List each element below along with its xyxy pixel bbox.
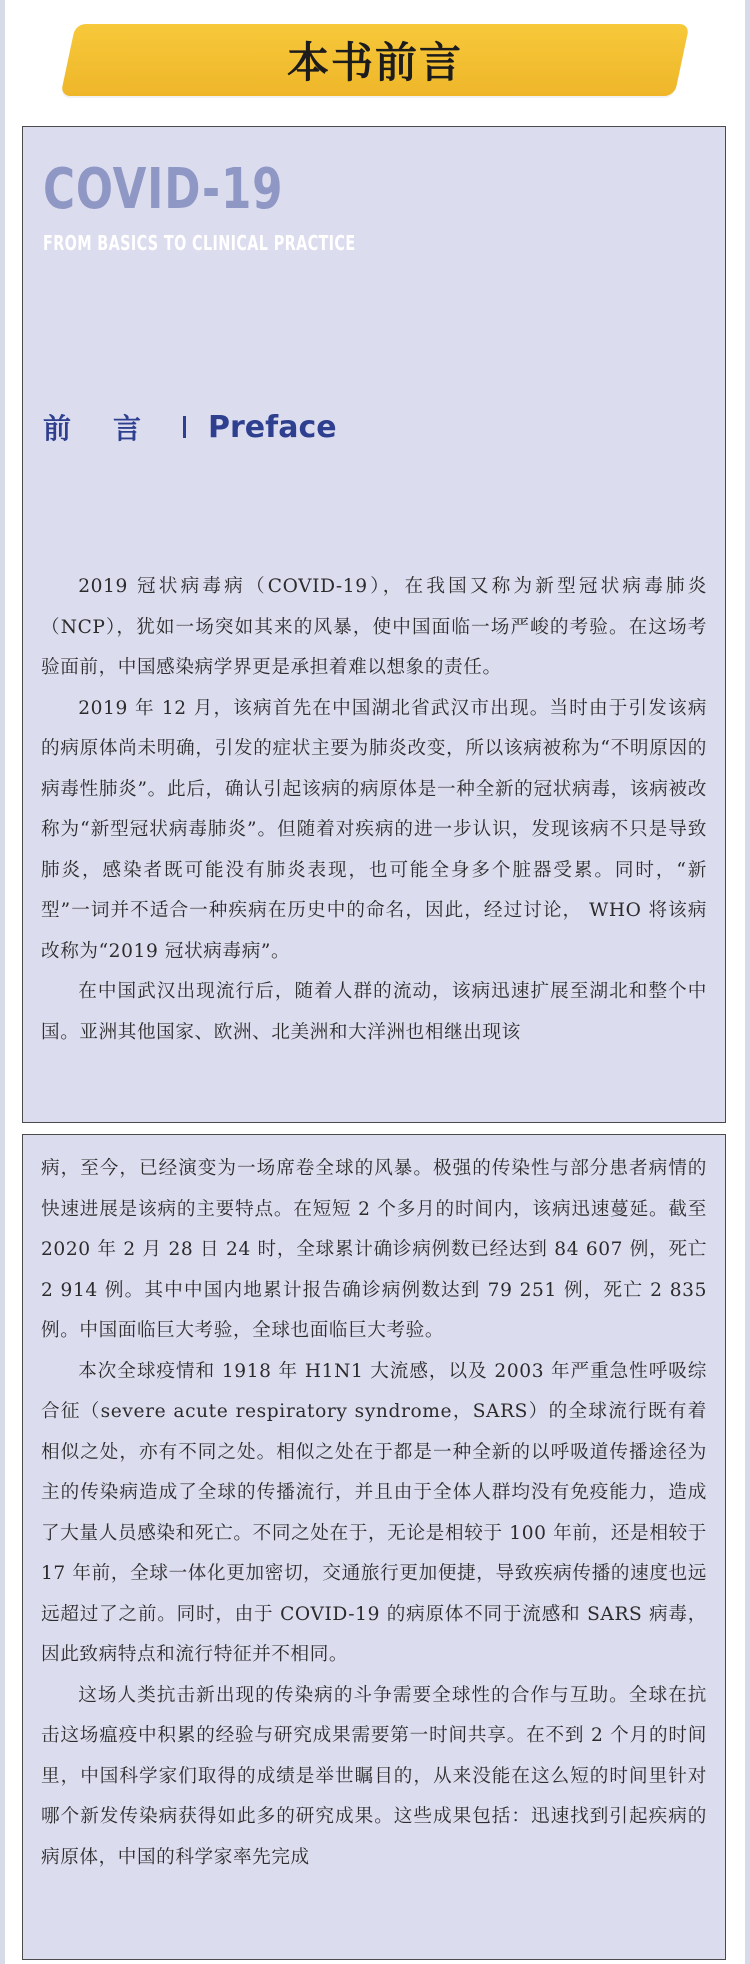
- preface-heading: [43, 407, 337, 447]
- heading-divider: [183, 416, 186, 438]
- page-title: 本书前言: [286, 38, 463, 87]
- preface-body: [41, 567, 707, 1053]
- preface-page-1: [22, 126, 726, 1123]
- preface-heading-cn: 前言: [43, 412, 184, 445]
- preface-page-2: [22, 1134, 726, 1960]
- paragraph: 本次全球疫情和 1918 年 H1N1 大流感，以及 2003 年严重急性呼吸综合征（severe acute respiratory syndrome，SARS）的全球流行既有着相似之处，亦有不同之处。相似之处在于都是一种全新的以呼吸道传播途径为主的传染病造成了全球的传播流行，并且由于全体人群均没有免疫能力，造成了大量人员感染和死亡。不同之处在于，无论是相较于 100 年前，还是相较于 17 年前，全球一体化更加密切，交通旅行更加便捷，导致疾病传播的速度也远远超过了之前。同时，由于 COVID-19 的病原体不同于流感和 SARS 病毒，因此致病特点和流行特征并不相同。: [41, 1360, 707, 1665]
- right-border-line: [745, 0, 750, 1964]
- preface-heading-en: Preface: [208, 409, 337, 445]
- preface-body: [41, 1149, 707, 1878]
- cover-subtitle: FROM BASICS TO CLINICAL PRACTICE: [43, 231, 356, 255]
- header-banner: [68, 24, 682, 96]
- paragraph: 2019 冠状病毒病（COVID-19），在我国又称为新型冠状病毒肺炎（NCP），犹如一场突如其来的风暴，使中国面临一场严峻的考验。在这场考验面前，中国感染病学界更是承担着难以想象的责任。: [41, 576, 707, 678]
- paragraph: 在中国武汉出现流行后，随着人群的流动，该病迅速扩展至湖北和整个中国。亚洲其他国家、欧洲、北美洲和大洋洲也相继出现该: [41, 981, 707, 1043]
- left-border-line: [0, 0, 5, 1964]
- paragraph: 这场人类抗击新出现的传染病的斗争需要全球性的合作与互助。全球在抗击这场瘟疫中积累的经验与研究成果需要第一时间共享。在不到 2 个月的时间里，中国科学家们取得的成绩是举世瞩目的，从来没能在这么短的时间里针对哪个新发传染病获得如此多的研究成果。这些成果包括：迅速找到引起疾病的病原体，中国的科学家率先完成: [41, 1684, 707, 1868]
- paragraph: 2019 年 12 月，该病首先在中国湖北省武汉市出现。当时由于引发该病的病原体尚未明确，引发的症状主要为肺炎改变，所以该病被称为“不明原因的病毒性肺炎”。此后，确认引起该病的病原体是一种全新的冠状病毒，该病被改称为“新型冠状病毒肺炎”。但随着对疾病的进一步认识，发现该病不只是导致肺炎，感染者既可能没有肺炎表现，也可能全身多个脏器受累。同时，“新型”一词并不适合一种疾病在历史中的命名，因此，经过讨论， WHO 将该病改称为“2019 冠状病毒病”。: [41, 697, 707, 962]
- paragraph-continuation: 病，至今，已经演变为一场席卷全球的风暴。极强的传染性与部分患者病情的快速进展是该病的主要特点。在短短 2 个多月的时间内，该病迅速蔓延。截至 2020 年 2 月 28 日 24 时，全球累计确诊病例数已经达到 84 607 例，死亡 2 914 例。其中中国内地累计报告确诊病例数达到 79 251 例，死亡 2 835 例。中国面临巨大考验，全球也面临巨大考验。: [41, 1158, 707, 1341]
- cover-title: COVID-19: [43, 157, 284, 222]
